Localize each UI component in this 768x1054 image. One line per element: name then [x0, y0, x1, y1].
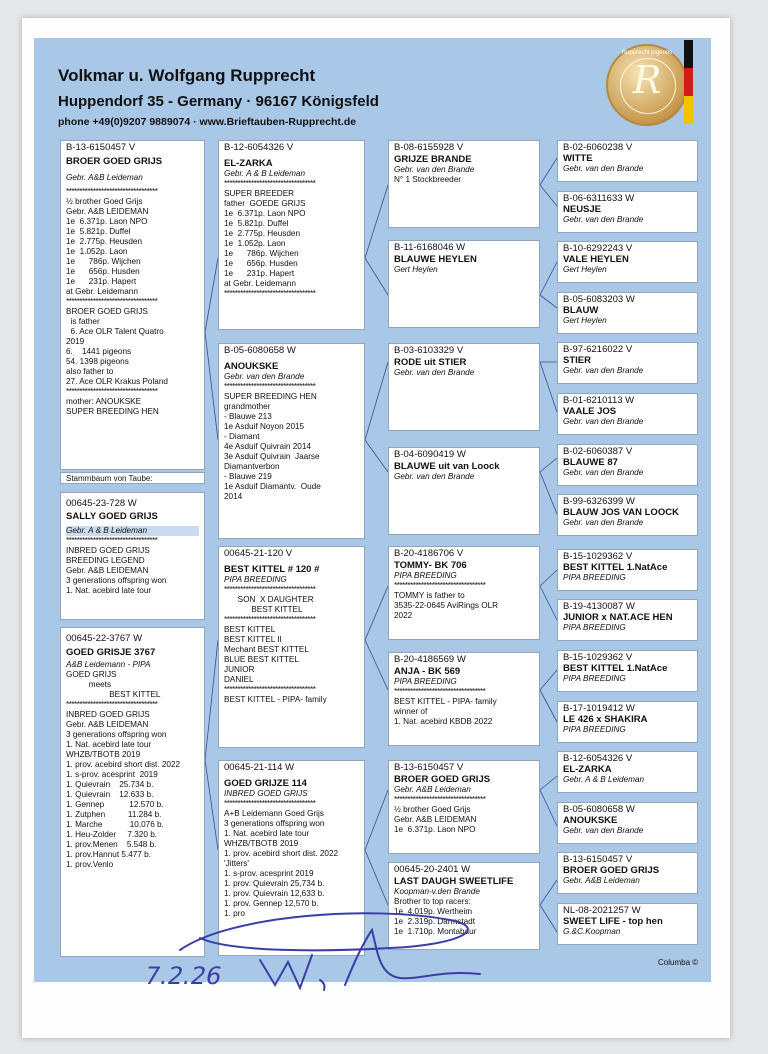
ring-number: 00645-20-2401 W: [394, 864, 471, 875]
breeder-name: Gebr. van den Brande: [394, 472, 475, 481]
pigeon-name: NEUSJE: [563, 204, 602, 215]
great-grandparent-card: [557, 241, 698, 283]
note-line: 3535-22-0645 AviRings OLR: [394, 601, 499, 610]
pigeon-name: ANOUKSKE: [563, 815, 618, 826]
star-separator: **********************************: [66, 700, 158, 709]
breeder-name: Gebr. van den Brande: [394, 368, 475, 377]
star-separator: **********************************: [224, 685, 316, 694]
note-line: 1e 231p. Hapert: [224, 269, 295, 278]
note-line: 1. pro: [224, 909, 245, 918]
note-line: 3 generations offspring won: [66, 730, 167, 739]
star-separator: **********************************: [394, 581, 486, 590]
note-line: 1. Zutphen 11.284 b.: [66, 810, 162, 819]
breeder-name: Koopman-v.den Brande: [394, 887, 480, 896]
breeder-name: PIPA BREEDING: [394, 677, 457, 686]
subject-card: [60, 140, 205, 470]
pigeon-name: STIER: [563, 355, 591, 366]
ring-number: B-10-6292243 V: [563, 243, 633, 254]
ring-number: B-97-6216022 V: [563, 344, 633, 355]
ring-number: B-11-6168046 W: [394, 242, 466, 253]
pedigree-notes: [66, 670, 199, 870]
pigeon-name: ANJA - BK 569: [394, 666, 461, 677]
dam-subject-card: [60, 492, 205, 620]
note-line: 'Jitters': [224, 859, 249, 868]
pigeon-name: VAALE JOS: [563, 406, 617, 417]
owner-address: Huppendorf 35 - Germany · 96167 Königsfeld: [58, 93, 379, 110]
breeder-name: A&B Leidemann - PIPA: [66, 660, 151, 669]
note-line: JUNIOR: [224, 665, 255, 674]
note-line: TOMMY is father to: [394, 591, 465, 600]
breeder-name: Gebr. van den Brande: [563, 164, 644, 173]
note-line: SUPER BREEDER: [224, 189, 295, 198]
ring-number: B-13-6150457 V: [394, 762, 464, 773]
grandparent-card: [388, 140, 540, 228]
note-line: 1e 1.710p. Montabaur: [394, 927, 477, 936]
note-line: BEST KITTEL - PIPA- family: [394, 697, 497, 706]
grandparent-card: [388, 240, 540, 328]
pigeon-name: BEST KITTEL 1.NatAce: [563, 562, 668, 573]
note-line: 1e 2.775p. Heusden: [66, 237, 143, 246]
note-line: 1. Nat. acebird late tour: [224, 829, 310, 838]
star-separator: **********************************: [224, 585, 316, 594]
ring-number: B-17-1019412 W: [563, 703, 635, 714]
grandparent-card: [388, 546, 540, 640]
ring-number: B-20-4186569 W: [394, 654, 466, 665]
ring-number: B-02-6060387 V: [563, 446, 633, 457]
great-grandparent-card: [557, 292, 698, 334]
star-separator: **********************************: [224, 382, 316, 391]
ring-number: B-99-6326399 W: [563, 496, 635, 507]
great-grandparent-card: [557, 599, 698, 641]
note-line: 3 generations offspring won: [224, 819, 325, 828]
ring-number: B-13-6150457 V: [563, 854, 633, 865]
ring-number: B-01-6210113 W: [563, 395, 635, 406]
great-grandparent-card: [557, 852, 698, 894]
note-line: BEST KITTEL II: [224, 635, 282, 644]
star-separator: **********************************: [66, 297, 158, 306]
pigeon-name: LAST DAUGH SWEETLIFE: [394, 876, 514, 887]
pedigree-notes: [66, 546, 199, 596]
note-line: INBRED GOED GRIJS: [66, 546, 150, 555]
pigeon-name: BLAUWE uit van Loock: [394, 461, 500, 472]
ring-number: B-06-6311633 W: [563, 193, 635, 204]
breeder-name: Gebr. A & B Leideman: [224, 169, 306, 178]
note-line: 2019: [66, 337, 85, 346]
ring-number: B-12-6054326 V: [224, 142, 294, 153]
note-line: Mechant BEST KITTEL: [224, 645, 309, 654]
note-line: mother: ANOUKSKE: [66, 397, 142, 406]
ring-number: 00645-21-120 V: [224, 548, 293, 559]
note-line: - Blauwe 219: [224, 472, 272, 481]
star-separator: **********************************: [66, 536, 158, 545]
pigeon-name: BEST KITTEL # 120 #: [224, 564, 320, 575]
note-line: 3e Asduif Quivrain Jaarse: [224, 452, 320, 461]
note-line: 1e Asduif Noyon 2015: [224, 422, 305, 431]
note-line: 6. Ace OLR Talent Quatro: [66, 327, 164, 336]
breeder-name: G.&C.Koopman: [563, 927, 621, 936]
pigeon-name: BLAUWE HEYLEN: [394, 254, 477, 265]
note-line: BEST KITTEL: [66, 690, 161, 699]
note-line: SUPER BREEDING HEN: [66, 407, 159, 416]
note-line: at Gebr. Leidemann: [66, 287, 138, 296]
star-separator: **********************************: [224, 799, 316, 808]
breeder-name: Gebr. van den Brande: [563, 215, 644, 224]
note-line: WHZB/TBOTB 2019: [224, 839, 299, 848]
note-line: 1. Marche 10.076 b.: [66, 820, 164, 829]
pedigree-label: Stammbaum von Taube:: [60, 472, 205, 484]
note-line: BREEDING LEGEND: [66, 556, 145, 565]
note-line: Brother to top racers:: [394, 897, 471, 906]
breeder-name: Gebr. A & B Leideman: [66, 526, 199, 536]
star-separator: **********************************: [224, 615, 316, 624]
note-line: DANIEL: [224, 675, 254, 684]
note-line: Gebr. A&B LEIDEMAN: [66, 566, 149, 575]
note-line: meets: [66, 680, 112, 689]
ring-number: B-05-6080658 W: [224, 345, 296, 356]
note-line: 1. Gennep 12.570 b.: [66, 800, 164, 809]
note-line: 1. Nat. acebird KBDB 2022: [394, 717, 493, 726]
note-line: BEST KITTEL - PIPA- family: [224, 695, 327, 704]
great-grandparent-card: [557, 393, 698, 435]
star-separator: **********************************: [66, 187, 158, 196]
breeder-name: Gert Heylen: [563, 316, 607, 325]
pigeon-name: RODE uit STIER: [394, 357, 467, 368]
great-grandparent-card: [557, 650, 698, 692]
note-line: 1e 786p. Wijchen: [66, 257, 141, 266]
great-grandparent-card: [557, 494, 698, 536]
grandparent-card: [388, 343, 540, 431]
note-line: 1e 656p. Husden: [66, 267, 140, 276]
breeder-name: Gebr. van den Brande: [563, 366, 644, 375]
note-line: Diamantverbon: [224, 462, 280, 471]
note-line: 54. 1398 pigeons: [66, 357, 129, 366]
ring-number: B-08-6155928 V: [394, 142, 464, 153]
note-line: father GOEDE GRIJS: [224, 199, 306, 208]
note-line: WHZB/TBOTB 2019: [66, 750, 141, 759]
great-grandparent-card: [557, 549, 698, 591]
note-line: 1e 1.052p. Laon: [66, 247, 128, 256]
note-line: 1e 786p. Wijchen: [224, 249, 299, 258]
breeder-name: Gebr. A&B Leideman: [66, 173, 143, 182]
note-line: 6. 1441 pigeons: [66, 347, 132, 356]
note-line: 1e 1.052p. Laon: [224, 239, 286, 248]
breeder-name: PIPA BREEDING: [563, 623, 626, 632]
note-line: BEST KITTEL: [224, 625, 276, 634]
sire-dam-card: [218, 343, 365, 539]
note-line: also father to: [66, 367, 114, 376]
ring-number: B-05-6080658 W: [563, 804, 635, 815]
note-line: 1. Nat. acebird late tour: [66, 740, 152, 749]
breeder-name: Gebr. van den Brande: [563, 518, 644, 527]
note-line: 1e 5.821p. Duffel: [66, 227, 131, 236]
note-line: 1. s-prov. acesprint 2019: [224, 869, 314, 878]
sire-dam-card: [218, 546, 365, 748]
ring-number: B-05-6083203 W: [563, 294, 635, 305]
breeder-name: PIPA BREEDING: [563, 725, 626, 734]
note-line: 1. Nat. acebird late tour: [66, 586, 152, 595]
note-line: 2014: [224, 492, 243, 501]
ring-number: 00645-21-114 W: [224, 762, 295, 773]
pigeon-name: BLAUW JOS VAN LOOCK: [563, 507, 679, 518]
star-separator: **********************************: [394, 687, 486, 696]
pigeon-name: BEST KITTEL 1.NatAce: [563, 663, 668, 674]
breeder-name: Gebr. A&B Leideman: [394, 785, 471, 794]
ring-number: B-20-4186706 V: [394, 548, 464, 559]
pigeon-name: SALLY GOED GRIJS: [66, 511, 158, 522]
star-separator: **********************************: [224, 289, 316, 298]
pedigree-notes: [66, 197, 199, 417]
note-line: 1. prov.Menen 5.548 b.: [66, 840, 157, 849]
great-grandparent-card: [557, 140, 698, 182]
note-line: BLUE BEST KITTEL: [224, 655, 299, 664]
note-line: 1e 6.371p. Laon NPO: [66, 217, 148, 226]
note-line: 1. prov.Venlo: [66, 860, 114, 869]
note-line: BEST KITTEL: [224, 605, 303, 614]
grandparent-card: [388, 652, 540, 746]
note-line: 1. Quievrain 12.633 b.: [66, 790, 154, 799]
note-line: Gebr. A&B LEIDEMAN: [66, 720, 149, 729]
breeder-name: Gebr. van den Brande: [563, 826, 644, 835]
breeder-name: Gebr. A & B Leideman: [563, 775, 645, 784]
note-line: 1e 5.821p. Duffel: [224, 219, 289, 228]
note-line: ½ brother Goed Grijs: [394, 805, 471, 814]
breeder-name: PIPA BREEDING: [563, 674, 626, 683]
note-line: at Gebr. Leidemann: [224, 279, 296, 288]
note-line: 1e 231p. Hapert: [66, 277, 137, 286]
sire-dam-card: [218, 140, 365, 330]
note-line: INBRED GOED GRIJS: [66, 710, 150, 719]
ring-number: 00645-23-728 W: [66, 498, 137, 509]
note-line: SUPER BREEDING HEN: [224, 392, 317, 401]
note-line: 1. Heu-Zolder 7.320 b.: [66, 830, 158, 839]
ring-number: B-04-6090419 W: [394, 449, 466, 460]
note-line: 1. prov. Quievrain 12,633 b.: [224, 889, 325, 898]
pigeon-name: LE 426 x SHAKIRA: [563, 714, 648, 725]
note-line: grandmother: [224, 402, 271, 411]
pigeon-name: JUNIOR x NAT.ACE HEN: [563, 612, 673, 623]
note-line: N° 1 Stockbreeder: [394, 175, 461, 184]
pigeon-name: WITTE: [563, 153, 593, 164]
note-line: 1e Asduif Diamantv. Oude: [224, 482, 321, 491]
ring-number: B-03-6103329 V: [394, 345, 464, 356]
owner-name: Volkmar u. Wolfgang Rupprecht: [58, 66, 316, 85]
ring-number: B-02-6060238 V: [563, 142, 633, 153]
pigeon-name: GRIJZE BRANDE: [394, 154, 472, 165]
breeder-name: Gebr. van den Brande: [563, 417, 644, 426]
pigeon-name: BLAUWE 87: [563, 457, 618, 468]
note-line: 1e 6.371p. Laon NPO: [224, 209, 306, 218]
note-line: 1e 6.371p. Laon NPO: [394, 825, 476, 834]
great-grandparent-card: [557, 802, 698, 844]
note-line: SON X DAUGHTER: [224, 595, 314, 604]
breeder-name: PIPA BREEDING: [563, 573, 626, 582]
pigeon-name: BROER GOED GRIJS: [394, 774, 491, 785]
breeder-name: Gert Heylen: [394, 265, 438, 274]
great-grandparent-card: [557, 444, 698, 486]
grandparent-card: [388, 447, 540, 535]
pigeon-name: EL-ZARKA: [224, 158, 273, 169]
great-grandparent-card: [557, 701, 698, 743]
note-line: 1e 2.319p. Darmstadt: [394, 917, 476, 926]
breeder-name: Gebr. van den Brande: [563, 468, 644, 477]
breeder-name: PIPA BREEDING: [224, 575, 287, 584]
software-credit: Columba ©: [658, 958, 699, 967]
note-line: is father: [66, 317, 100, 326]
note-line: 4e Asduif Quivrain 2014: [224, 442, 311, 451]
note-line: A+B Leidemann Goed Grijs: [224, 809, 324, 818]
note-line: Gebr. A&B LEIDEMAN: [394, 815, 477, 824]
ring-number: 00645-22-3767 W: [66, 633, 143, 644]
star-separator: **********************************: [66, 387, 158, 396]
note-line: 1. prov. Quievrain 25,734 b.: [224, 879, 325, 888]
note-line: 1e 656p. Husden: [224, 259, 298, 268]
pigeon-name: GOED GRISJE 3767: [66, 647, 156, 658]
note-line: 1. prov. acebird short dist. 2022: [66, 760, 181, 769]
star-separator: **********************************: [224, 179, 316, 188]
star-separator: **********************************: [394, 795, 486, 804]
pigeon-name: BROER GOED GRIJS: [66, 156, 163, 167]
breeder-name: INBRED GOED GRIJS: [224, 789, 308, 798]
note-line: 1. prov. acebird short dist. 2022: [224, 849, 339, 858]
pigeon-name: BROER GOED GRIJS: [563, 865, 660, 876]
breeder-name: Gebr. van den Brande: [394, 165, 475, 174]
note-line: ½ brother Goed Grijs: [66, 197, 143, 206]
note-line: 1. prov. Gennep 12,570 b.: [224, 899, 319, 908]
breeder-name: Gert Heylen: [563, 265, 607, 274]
note-line: 1. s-prov. acesprint 2019: [66, 770, 158, 779]
note-line: BROER GOED GRIJS: [66, 307, 148, 316]
note-line: 2022: [394, 611, 413, 620]
pigeon-name: VALE HEYLEN: [563, 254, 629, 265]
note-line: 1e 2.775p. Heusden: [224, 229, 301, 238]
pigeon-name: ANOUKSKE: [224, 361, 279, 372]
note-line: GOED GRIJS: [66, 670, 117, 679]
pigeon-name: TOMMY- BK 706: [394, 560, 467, 571]
breeder-name: Gebr. van den Brande: [224, 372, 305, 381]
pigeon-name: EL-ZARKA: [563, 764, 612, 775]
breeder-name: Gebr. A&B Leideman: [563, 876, 640, 885]
ring-number: B-13-6150457 V: [66, 142, 136, 153]
owner-contact: phone +49(0)9207 9889074 · www.Brieftauben-Rupprecht.de: [58, 116, 357, 128]
grandparent-card: [388, 760, 540, 854]
ring-number: B-15-1029362 V: [563, 652, 633, 663]
ring-number: NL-08-2021257 W: [563, 905, 641, 916]
note-line: Gebr. A&B LEIDEMAN: [66, 207, 149, 216]
great-grandparent-card: [557, 903, 698, 945]
pigeon-name: SWEET LIFE - top hen: [563, 916, 663, 927]
pigeon-name: BLAUW: [563, 305, 599, 316]
great-grandparent-card: [557, 191, 698, 233]
note-line: 3 generations offspring won: [66, 576, 167, 585]
note-line: 1. Quievrain 25.734 b.: [66, 780, 154, 789]
handwritten-date: 7.2.26: [142, 962, 225, 990]
note-line: 1. prov.Hannut 5.477 b.: [66, 850, 151, 859]
note-line: - Blauwe 213: [224, 412, 272, 421]
ring-number: B-12-6054326 V: [563, 753, 633, 764]
ring-number: B-19-4130087 W: [563, 601, 635, 612]
great-grandparent-card: [557, 751, 698, 793]
note-line: 1e 4.019p. Wertheim: [394, 907, 473, 916]
pigeon-name: GOED GRIJZE 114: [224, 778, 307, 789]
great-grandparent-card: [557, 342, 698, 384]
breeder-name: PIPA BREEDING: [394, 571, 457, 580]
note-line: winner of: [394, 707, 428, 716]
note-line: 27. Ace OLR Krakus Poland: [66, 377, 168, 386]
logo-text: Rupprecht pigeons: [621, 50, 673, 56]
ring-number: B-15-1029362 V: [563, 551, 633, 562]
logo-letter: R: [632, 58, 662, 102]
note-line: - Diamant: [224, 432, 260, 441]
